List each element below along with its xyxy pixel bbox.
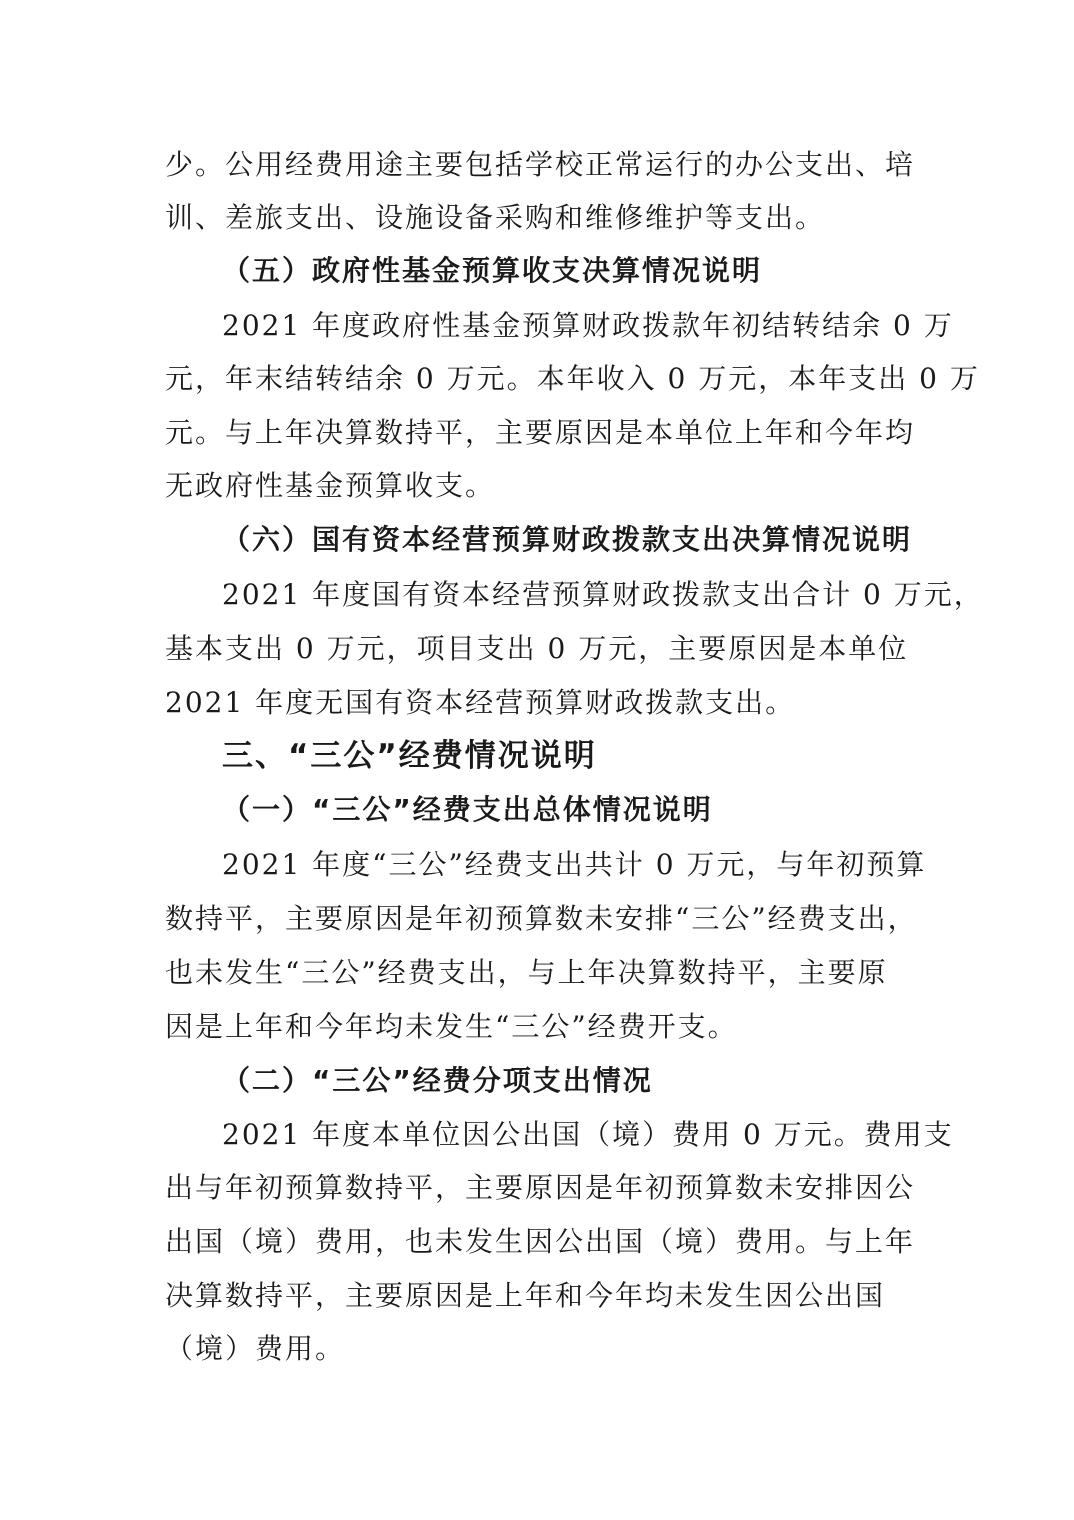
body-text-line: 元，年末结转结余 0 万元。本年收入 0 万元，本年支出 0 万: [165, 362, 980, 395]
body-text-line: 无政府性基金预算收支。: [165, 469, 496, 502]
body-text-line: 少。公用经费用途主要包括学校正常运行的办公支出、培: [165, 148, 916, 181]
body-text-line: 基本支出 0 万元，项目支出 0 万元，主要原因是本单位: [165, 632, 909, 665]
body-text-line: 出国（境）费用，也未发生因公出国（境）费用。与上年: [165, 1225, 916, 1258]
body-text-line: 因是上年和今年均未发生“三公”经费开支。: [165, 1010, 738, 1043]
section-heading: （六）国有资本经营预算财政拨款支出决算情况说明: [222, 523, 913, 556]
section-heading: （一）“三公”经费支出总体情况说明: [222, 793, 713, 826]
body-text-line: 也未发生“三公”经费支出，与上年决算数持平，主要原: [165, 956, 888, 989]
body-text-line: 决算数持平，主要原因是上年和今年均未发生因公出国: [165, 1279, 886, 1312]
body-text-line: 数持平，主要原因是年初预算数未安排“三公”经费支出，: [165, 902, 918, 935]
body-text-line: （境）费用。: [165, 1332, 346, 1365]
body-text-line: 2021 年度国有资本经营预算财政拨款支出合计 0 万元，: [222, 578, 984, 611]
body-text-line: 2021 年度本单位因公出国（境）费用 0 万元。费用支: [222, 1118, 954, 1151]
body-text-line: 2021 年度“三公”经费支出共计 0 万元，与年初预算: [222, 848, 927, 881]
body-text-line: 训、差旅支出、设施设备采购和维修维护等支出。: [165, 201, 826, 234]
body-text-line: 2021 年度政府性基金预算财政拨款年初结转结余 0 万: [222, 309, 954, 342]
section-heading: （五）政府性基金预算收支决算情况说明: [222, 254, 763, 287]
chapter-heading: 三、“三公”经费情况说明: [222, 738, 597, 774]
body-text-line: 元。与上年决算数持平，主要原因是本单位上年和今年均: [165, 416, 916, 449]
section-heading: （二）“三公”经费分项支出情况: [222, 1064, 653, 1097]
body-text-line: 2021 年度无国有资本经营预算财政拨款支出。: [165, 686, 796, 719]
body-text-line: 出与年初预算数持平，主要原因是年初预算数未安排因公: [165, 1171, 916, 1204]
